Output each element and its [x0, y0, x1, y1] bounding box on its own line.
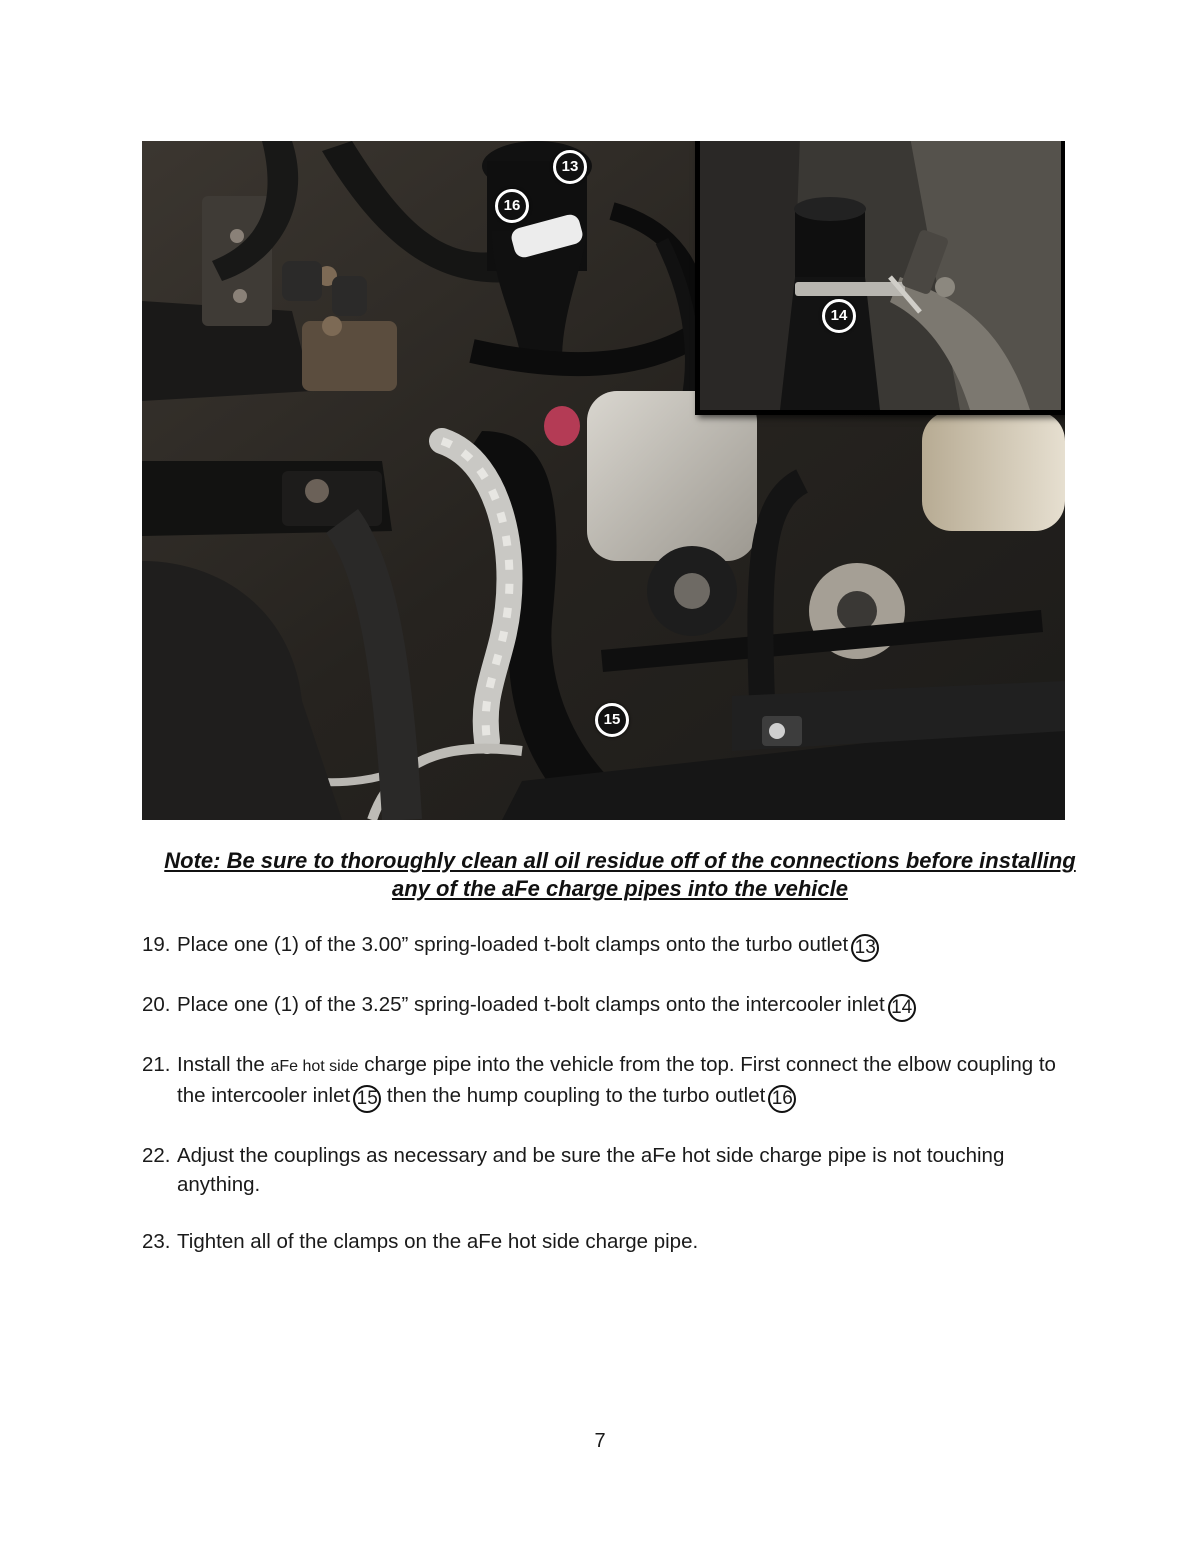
step-number: 23.	[142, 1230, 171, 1253]
callout-16: 16	[495, 189, 529, 223]
step-text: charge pipe into the vehicle from the top. First connect the elbow coupling to the intercooler inlet	[177, 1053, 1056, 1107]
inset-intercooler-illustration	[700, 141, 1061, 410]
step-22	[142, 1141, 1072, 1199]
step-text-small: aFe hot side	[270, 1058, 359, 1075]
engine-bay-photo	[142, 141, 1065, 820]
reference-circle-16: 16	[768, 1085, 796, 1113]
step-21	[142, 1050, 1072, 1113]
reference-circle-13: 13	[851, 934, 879, 962]
step-text: Tighten all of the clamps on the aFe hot side charge pipe.	[177, 1230, 699, 1253]
step-number: 19.	[142, 933, 171, 956]
page-number: 7	[594, 1430, 606, 1452]
step-text: Install the	[177, 1053, 271, 1076]
step-number: 21.	[142, 1053, 171, 1076]
step-number: 22.	[142, 1144, 171, 1167]
inset-detail-photo	[695, 141, 1065, 415]
callout-13: 13	[553, 150, 587, 184]
step-number: 20.	[142, 993, 171, 1016]
step-19	[142, 930, 1072, 962]
note-warning: Note: Be sure to thoroughly clean all oil residue off of the connections before installing any of the aFe charge pipes into the vehicle	[164, 848, 1076, 901]
step-23	[142, 1227, 1072, 1256]
callout-14: 14	[822, 299, 856, 333]
step-text: then the hump coupling to the turbo outlet	[381, 1084, 766, 1107]
reference-circle-14: 14	[888, 994, 916, 1022]
instruction-steps	[142, 930, 1072, 1284]
step-text: Place one (1) of the 3.25” spring-loaded t-bolt clamps onto the intercooler inlet	[177, 993, 885, 1016]
reference-circle-15: 15	[353, 1085, 381, 1113]
callout-15: 15	[595, 703, 629, 737]
step-20	[142, 990, 1072, 1022]
step-text: Place one (1) of the 3.00” spring-loaded t-bolt clamps onto the turbo outlet	[177, 933, 849, 956]
step-text: Adjust the couplings as necessary and be sure the aFe hot side charge pipe is not touching anything.	[177, 1144, 1005, 1196]
